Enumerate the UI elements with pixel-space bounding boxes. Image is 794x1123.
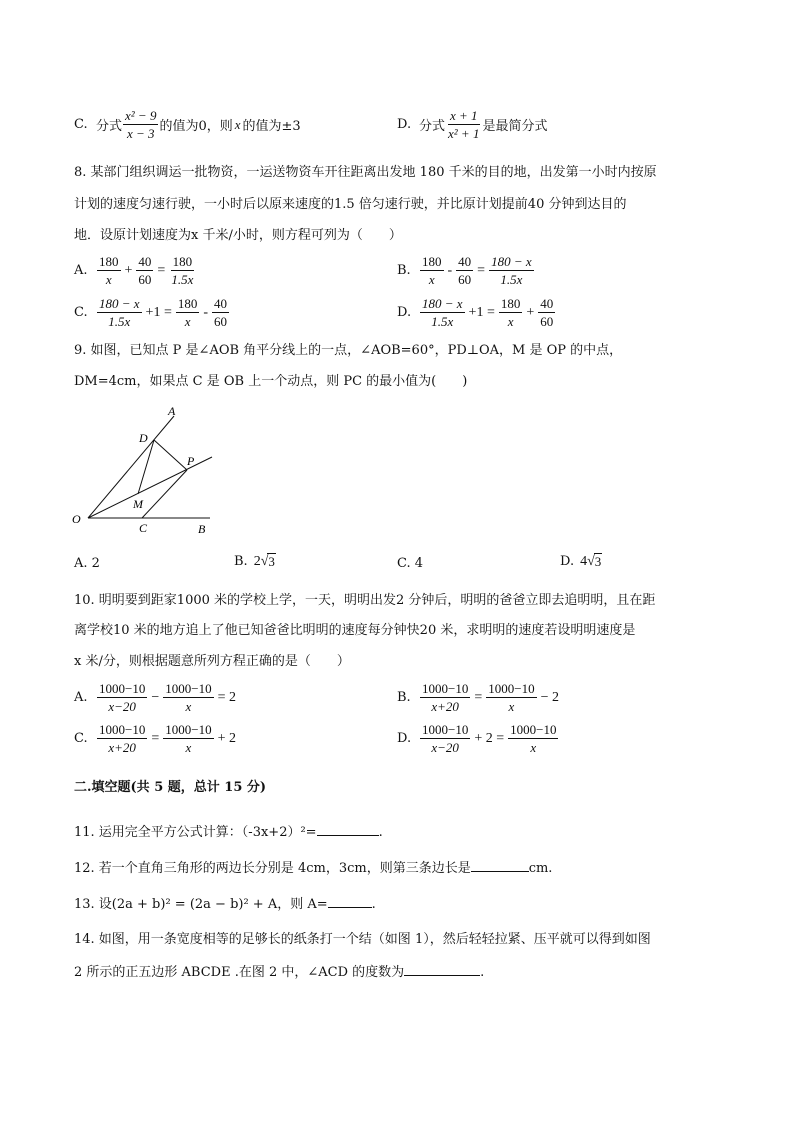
option-label: B.: [397, 690, 411, 705]
radical-sign: √: [587, 554, 595, 569]
operator: =: [474, 689, 483, 705]
segment-dm: [138, 440, 154, 494]
q7-option-c[interactable]: [74, 108, 301, 141]
fraction: [486, 681, 536, 714]
segment-pc: [142, 470, 187, 518]
operator: =: [151, 730, 160, 746]
segment-pd: [154, 440, 187, 470]
operator: − 2: [540, 689, 559, 705]
option-text: 的值为0，则: [159, 119, 233, 134]
q8-option-b[interactable]: [397, 254, 535, 287]
denominator: x: [428, 272, 435, 287]
q10-option-c[interactable]: [74, 722, 239, 755]
denominator: x: [530, 740, 537, 755]
denominator: x: [105, 272, 112, 287]
q8-stem-line-2: 计划的速度匀速行驶，一小时后以原来速度的1.5 倍匀速行驶，并比原计划提前40 分钟到达目的: [74, 197, 627, 212]
operator: + 2: [217, 730, 236, 746]
option-label: B.: [234, 554, 248, 569]
numerator: 180: [172, 254, 193, 269]
q10-stem-line-3: x 米/分，则根据题意所列方程正确的是（ ）: [74, 654, 350, 669]
operator: =: [477, 262, 486, 278]
answer-blank[interactable]: [328, 893, 372, 908]
q8-option-a[interactable]: [74, 254, 196, 287]
label-p: P: [187, 454, 195, 468]
label-c: C: [139, 521, 148, 535]
option-label: A.: [74, 263, 88, 278]
fraction: [489, 254, 534, 287]
denominator: x−20: [108, 699, 136, 714]
question-text: 2 所示的正五边形 ABCDE .在图 2 中，∠ACD 的度数为: [74, 965, 405, 980]
denominator: 60: [458, 272, 472, 287]
operator: =: [157, 262, 166, 278]
fraction: [456, 254, 473, 287]
numerator: 180: [500, 296, 521, 311]
option-label: C.: [74, 117, 88, 132]
q9-option-c[interactable]: C. 4: [397, 556, 424, 571]
fraction: [176, 296, 200, 329]
radicand: 3: [594, 554, 602, 569]
answer-blank[interactable]: [471, 857, 529, 872]
q10-option-d[interactable]: [397, 722, 559, 755]
fraction: [420, 681, 470, 714]
numerator: 1000−10: [165, 722, 212, 737]
ray-oa: [88, 416, 174, 518]
label-m: M: [133, 497, 143, 511]
question-text: 13. 设(2a + b)² = (2a − b)² + A，则 A=: [74, 897, 328, 912]
operator: +1 =: [145, 304, 172, 320]
option-label: D.: [560, 554, 575, 569]
option-label: B.: [397, 263, 411, 278]
radical-sign: √: [260, 554, 269, 569]
fraction: [163, 722, 213, 755]
fraction: [169, 254, 195, 287]
section-title: 二.填空题(共 5 题，总计 15 分): [74, 780, 267, 795]
denominator: 1.5x: [431, 314, 454, 329]
denominator: x − 3: [126, 126, 155, 141]
operator: + 2 =: [474, 730, 505, 746]
option-text: 分式: [419, 119, 446, 134]
denominator: 60: [540, 314, 554, 329]
numerator: 1000−10: [99, 681, 146, 696]
label-a: A: [168, 404, 176, 418]
fraction: [123, 108, 158, 141]
denominator: x+20: [431, 699, 459, 714]
numerator: x² − 9: [125, 108, 157, 123]
option-label: D.: [397, 731, 412, 746]
q11-line: [74, 821, 383, 843]
denominator: x−20: [431, 740, 459, 755]
q13-line: [74, 893, 376, 915]
denominator: 1.5x: [171, 272, 194, 287]
question-end: .: [371, 897, 376, 912]
numerator: 40: [540, 296, 554, 311]
sqrt-expression: [580, 553, 602, 570]
numerator: x + 1: [449, 108, 478, 123]
option-text: 是最简分式: [482, 119, 548, 134]
option-label: D.: [397, 305, 412, 320]
question-text: 11. 运用完全平方公式计算：（-3x+2）²=: [74, 825, 317, 840]
q9-stem-line-2: DM=4cm，如果点 C 是 OB 上一个动点，则 PC 的最小值为( ): [74, 374, 468, 389]
operator: = 2: [217, 689, 236, 705]
q8-option-d[interactable]: [397, 296, 556, 329]
operator: −: [151, 689, 160, 705]
numerator: 1000−10: [488, 681, 535, 696]
fraction: [97, 254, 121, 287]
numerator: 180: [99, 254, 119, 269]
q14-stem-line-1: 14. 如图，用一条宽度相等的足够长的纸条打一个结（如图 1），然后轻轻拉紧、压平就可以得到如图: [74, 932, 651, 947]
numerator: 180 − x: [491, 254, 532, 269]
operator: +: [124, 262, 133, 278]
fraction: [136, 254, 153, 287]
denominator: x+20: [108, 740, 136, 755]
question-end: .: [480, 965, 485, 980]
fraction: [446, 108, 481, 141]
numerator: 180: [422, 254, 442, 269]
fraction: [538, 296, 555, 329]
option-label: C.: [74, 731, 88, 746]
denominator: x² + 1: [448, 126, 480, 141]
variable: x: [234, 116, 241, 132]
operator: -: [203, 304, 209, 320]
numerator: 180: [177, 296, 198, 311]
option-label: A.: [74, 690, 88, 705]
fraction: [97, 681, 147, 714]
question-text: 12. 若一个直角三角形的两边长分别是 4cm，3cm，则第三条边长是: [74, 861, 471, 876]
radicand: 3: [268, 554, 275, 569]
operator: +1 =: [468, 304, 495, 320]
q9-option-b[interactable]: [234, 553, 276, 570]
fraction: [420, 296, 465, 329]
numerator: 40: [214, 296, 228, 311]
denominator: x: [508, 699, 515, 714]
fraction: [97, 296, 142, 329]
question-end: cm.: [528, 861, 553, 876]
answer-blank[interactable]: [317, 821, 379, 836]
answer-blank[interactable]: [404, 961, 480, 976]
denominator: 60: [214, 314, 228, 329]
label-o: O: [72, 512, 81, 526]
fraction: [508, 722, 558, 755]
label-b: B: [198, 522, 206, 536]
q10-option-a[interactable]: [74, 681, 239, 714]
numerator: 1000−10: [422, 681, 469, 696]
option-text: 分式: [96, 119, 123, 134]
q8-stem-line-1: 8. 某部门组织调运一批物资，一运送物资车开往距离出发地 180 千米的目的地，出发第一小时内按原: [74, 165, 657, 180]
denominator: x: [184, 314, 191, 329]
denominator: x: [185, 699, 192, 714]
coefficient: 2: [253, 554, 261, 569]
numerator: 180 − x: [422, 296, 463, 311]
numerator: 40: [458, 254, 472, 269]
fraction: [212, 296, 229, 329]
q8-stem-line-3: 地．设原计划速度为x 千米/小时，则方程可列为（ ）: [74, 228, 402, 243]
q12-line: [74, 857, 552, 879]
option-text: 的值为±3: [242, 119, 301, 134]
question-end: .: [378, 825, 383, 840]
numerator: 40: [138, 254, 152, 269]
q10-stem-line-2: 离学校10 米的地方追上了他已知爸爸比明明的速度每分钟快20 米，求明明的速度若设明明速度是: [74, 623, 636, 638]
denominator: 60: [138, 272, 152, 287]
q9-geometry-figure: [66, 402, 226, 542]
label-d: D: [139, 431, 148, 445]
denominator: x: [185, 740, 192, 755]
fraction: [499, 296, 523, 329]
operator: +: [526, 304, 535, 320]
numerator: 1000−10: [510, 722, 557, 737]
option-label: D.: [397, 117, 412, 132]
q9-option-a[interactable]: A. 2: [74, 556, 100, 571]
fraction: [420, 722, 470, 755]
denominator: x: [507, 314, 514, 329]
q10-stem-line-1: 10. 明明要到距家1000 米的学校上学，一天，明明出发2 分钟后，明明的爸爸立即去追明明，且在距: [74, 593, 656, 608]
denominator: 1.5x: [500, 272, 523, 287]
numerator: 1000−10: [422, 722, 469, 737]
coefficient: 4: [580, 554, 588, 569]
q10-option-b[interactable]: [397, 681, 562, 714]
numerator: 180 − x: [99, 296, 140, 311]
option-label: C.: [74, 305, 88, 320]
numerator: 1000−10: [99, 722, 146, 737]
q14-line-2: [74, 961, 484, 983]
denominator: 1.5x: [108, 314, 131, 329]
numerator: 1000−10: [165, 681, 212, 696]
fraction: [420, 254, 444, 287]
q7-option-d[interactable]: [397, 108, 547, 141]
q9-option-d[interactable]: [560, 553, 602, 570]
fraction: [97, 722, 147, 755]
q8-option-c[interactable]: [74, 296, 230, 329]
q9-stem-line-1: 9. 如图，已知点 P 是∠AOB 角平分线上的一点，∠AOB=60°，PD⊥OA，M 是 OP 的中点，: [74, 343, 623, 358]
fraction: [163, 681, 213, 714]
sqrt-expression: [254, 553, 276, 570]
operator: -: [447, 262, 453, 278]
